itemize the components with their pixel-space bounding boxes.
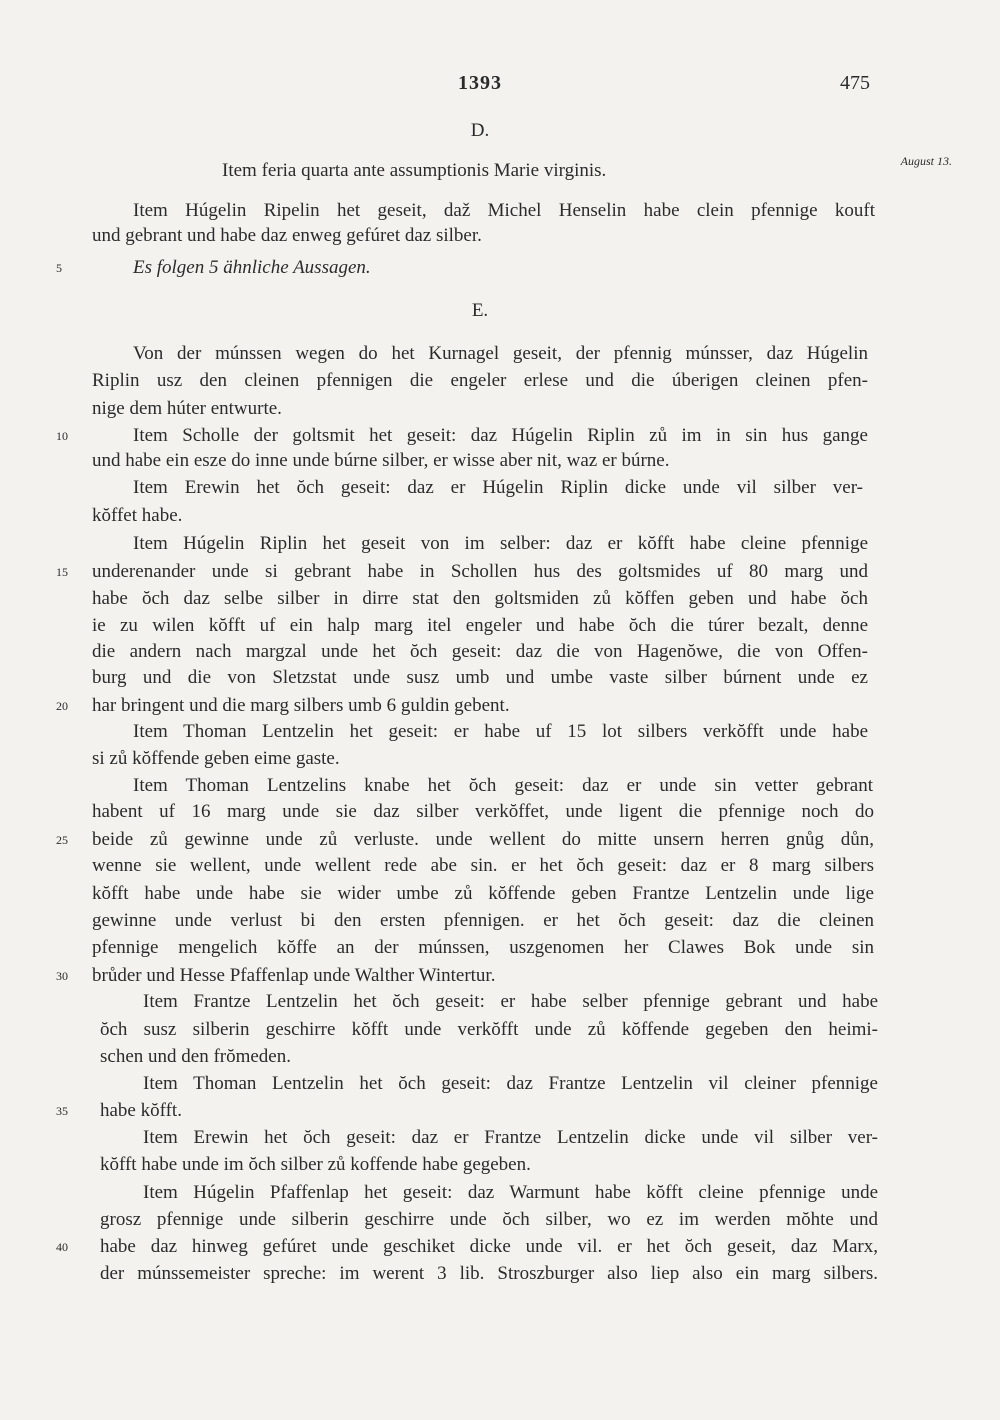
line-text: Item Erewin het ŏch geseit: daz er Frantze Lentzelin dicke unde vil silber ver- [143,1127,878,1148]
line-text: kŏffet habe. [92,505,183,526]
text-line [0,367,1000,395]
text-line [0,447,1000,475]
text-line [0,1124,1000,1152]
text-line [0,1233,1000,1261]
text-line [0,1179,1000,1207]
text-line [0,1151,1000,1179]
line-text: Item Scholle der goltsmit het geseit: daz Húgelin Riplin zů im in sin hus gange [133,425,868,446]
text-line [0,1043,1000,1071]
text-line [0,474,1000,502]
text-line [0,934,1000,962]
text-line [0,880,1000,908]
line-text: und gebrant und habe daz enweg gefúret daz silber. [92,225,482,246]
line-text: kŏfft habe unde im ŏch silber zů koffende habe gegeben. [100,1154,531,1175]
text-line [0,718,1000,746]
line-number: 5 [56,261,62,275]
text-line [0,988,1000,1016]
text-line [0,502,1000,530]
text-line [0,340,1000,368]
line-number: 10 [56,429,68,443]
line-text: nige dem húter entwurte. [92,398,282,419]
text-line [0,1097,1000,1125]
line-number: 35 [56,1104,68,1118]
text-line [0,1070,1000,1098]
line-text: brůder und Hesse Pfaffenlap unde Walther Wintertur. [92,965,496,986]
text-line [0,852,1000,880]
text-line [0,798,1000,826]
line-text: si zů kŏffende geben eime gaste. [92,748,340,769]
section-heading-d: D. [470,120,490,141]
text-line [0,962,1000,990]
line-text: gewinne unde verlust bi den ersten pfennigen. er het ŏch geseit: daz die cleinen [92,910,874,931]
text-line [0,530,1000,558]
text-line [0,664,1000,692]
line-number: 15 [56,565,68,579]
line-text: schen und den frŏmeden. [100,1046,291,1067]
editorial-note: Es folgen 5 ähnliche Aussagen. [133,257,371,278]
text-line [0,612,1000,640]
margin-date-note: August 13. [900,154,952,168]
section-heading-e: E. [471,300,489,321]
text-line [0,1260,1000,1288]
text-line [0,772,1000,800]
line-text: Item Erewin het ŏch geseit: daz er Húgelin Riplin dicke unde vil silber ver- [133,477,863,498]
line-text: und habe ein esze do inne unde búrne silber, er wisse aber nit, waz er búrne. [92,450,670,471]
page-number: 475 [840,72,870,94]
line-text: wenne sie wellent, unde wellent rede abe sin. er het ŏch geseit: daz er 8 marg silbers [92,855,874,876]
text-line [0,745,1000,773]
line-text: burg und die von Sletzstat unde susz umb und umbe vaste silber búrnent unde ez [92,667,868,688]
line-number: 30 [56,969,68,983]
line-text: kŏfft habe unde habe sie wider umbe zů kŏffende geben Frantze Lentzelin unde lige [92,883,874,904]
text-line [0,826,1000,854]
line-text: Riplin usz den cleinen pfennigen die engeler erlese und die úberigen cleinen pfen- [92,370,868,391]
line-text: Item Frantze Lentzelin het ŏch geseit: er habe selber pfennige gebrant und habe [143,991,878,1012]
line-text: ie zu wilen kŏfft uf ein halp marg itel engeler und habe ŏch die túrer bezalt, denne [92,615,868,636]
line-text: habe kŏfft. [100,1100,182,1121]
line-text: habe daz hinweg gefúret unde geschiket dicke unde vil. er het ŏch geseit, daz Marx, [100,1236,878,1257]
text-line [0,585,1000,613]
line-text: der múnssemeister spreche: im werent 3 lib. Stroszburger also liep also ein marg silbers. [100,1263,878,1284]
text-line [0,558,1000,586]
text-line [0,1206,1000,1234]
text-line [0,254,1000,282]
text-line [0,222,1000,250]
text-line [0,907,1000,935]
text-line [0,638,1000,666]
line-text: Item Húgelin Riplin het geseit von im selber: daz er kŏfft habe cleine pfennige [133,533,868,554]
text-line [0,422,1000,450]
line-text: Item Thoman Lentzelins knabe het ŏch geseit: daz er unde sin vetter gebrant [133,775,873,796]
line-text: pfennige mengelich kŏffe an der múnssen, uszgenomen her Clawes Bok unde sin [92,937,874,958]
line-text: Item Thoman Lentzelin het geseit: er habe uf 15 lot silbers verkŏfft unde habe [133,721,868,742]
line-text: Item Húgelin Pfaffenlap het geseit: daz Warmunt habe kŏfft cleine pfennige unde [143,1182,878,1203]
line-text: Item feria quarta ante assumptionis Marie virginis. [222,160,607,181]
line-text: beide zů gewinne unde zů verluste. unde wellent do mitte unsern herren gnůg důn, [92,829,874,850]
line-text: Item Thoman Lentzelin het ŏch geseit: daz Frantze Lentzelin vil cleiner pfennige [143,1073,878,1094]
line-text: habe ŏch daz selbe silber in dirre stat den goltsmiden zů kŏffen geben und habe ŏch [92,588,868,609]
line-text: underenander unde si gebrant habe in Schollen hus des goltsmides uf 80 marg und [92,561,868,582]
text-line [0,197,1000,225]
text-line [0,157,1000,185]
line-number: 25 [56,833,68,847]
page-header-year: 1393 [458,72,502,94]
line-text: habent uf 16 marg unde sie daz silber verkŏffet, unde ligent die pfennige noch do [92,801,874,822]
line-number: 40 [56,1240,68,1254]
text-line [0,692,1000,720]
text-line [0,395,1000,423]
line-text: ŏch susz silberin geschirre kŏfft unde verkŏfft unde zů kŏffende gegeben den heimi- [100,1019,878,1040]
line-number: 20 [56,699,68,713]
line-text: Item Húgelin Ripelin het geseit, daž Michel Henselin habe clein pfennige kouft [133,200,875,221]
line-text: Von der múnssen wegen do het Kurnagel geseit, der pfennig múnsser, daz Húgelin [133,343,868,364]
line-text: die andern nach margzal unde het ŏch geseit: daz die von Hagenŏwe, die von Offen- [92,641,868,662]
line-text: har bringent und die marg silbers umb 6 guldin gebent. [92,695,510,716]
text-line [0,1016,1000,1044]
line-text: grosz pfennige unde silberin geschirre unde ŏch silber, wo ez im werden mŏhte und [100,1209,878,1230]
